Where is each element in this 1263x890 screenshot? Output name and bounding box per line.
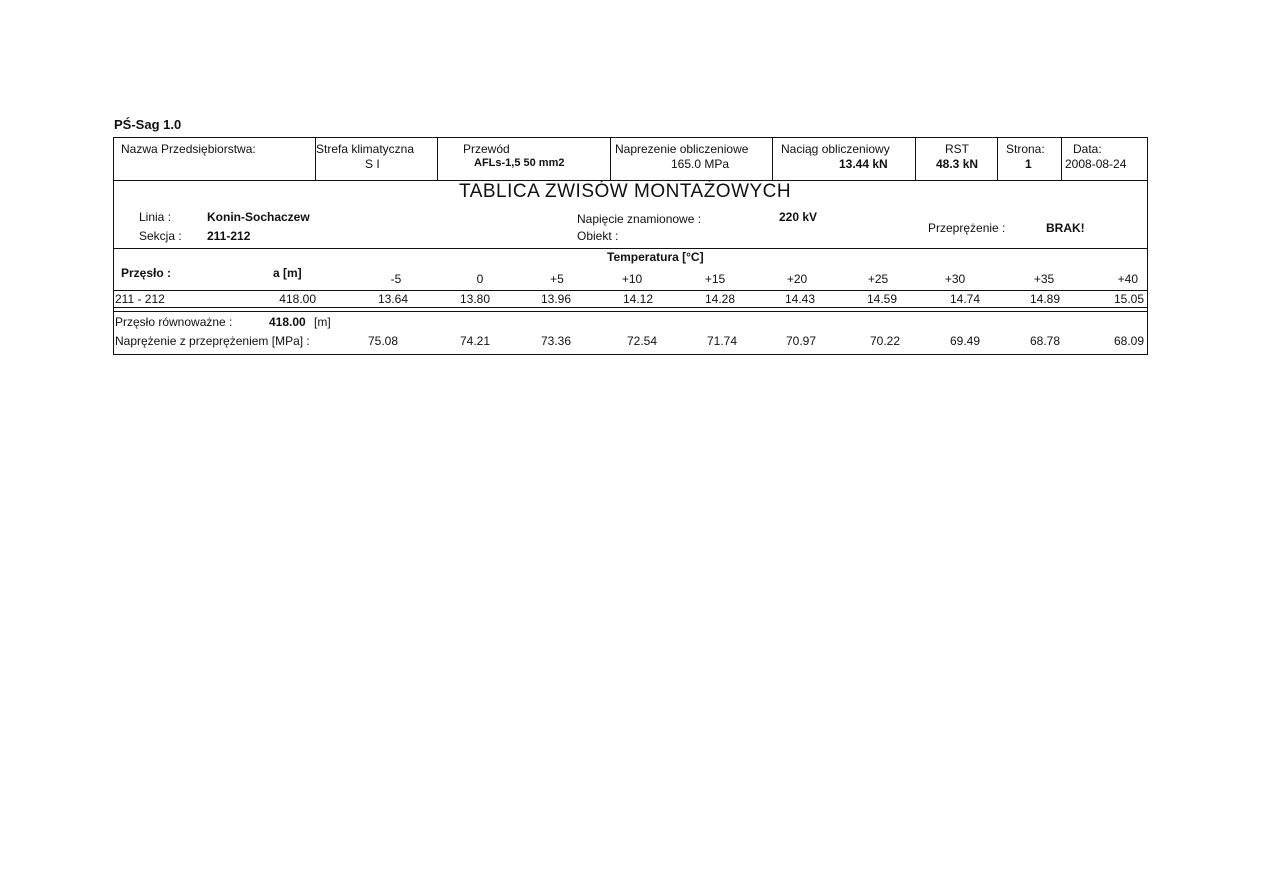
- temp-col-header: +15: [704, 272, 726, 286]
- sag-cell: 13.96: [540, 292, 571, 306]
- temp-col-header: +40: [1117, 272, 1138, 286]
- voltage-value: 220 kV: [779, 210, 818, 224]
- temp-col-header: +5: [550, 272, 564, 286]
- conductor-label: Przewód: [463, 142, 510, 156]
- stress-cell: 68.78: [1029, 334, 1060, 348]
- sag-cell: 14.59: [866, 292, 897, 306]
- date-label: Data:: [1073, 142, 1102, 156]
- header-separator: [997, 137, 998, 180]
- a-cell: 418.00: [279, 292, 316, 306]
- a-column-header: a [m]: [273, 266, 302, 280]
- sag-cell: 14.74: [949, 292, 980, 306]
- header-separator: [1061, 137, 1062, 180]
- stress-cell: 75.08: [367, 334, 398, 348]
- span-column-header: Przęsło :: [121, 266, 172, 280]
- temperature-header: Temperatura [°C]: [607, 250, 704, 264]
- object-label: Obiekt :: [577, 229, 619, 243]
- stress-cell: 70.97: [785, 334, 816, 348]
- line-label: Linia :: [139, 210, 172, 224]
- sag-cell: 13.64: [377, 292, 408, 306]
- design-stress-label: Naprezenie obliczeniowe: [615, 142, 749, 156]
- equivalent-span-unit: [m]: [314, 315, 331, 329]
- header-separator: [772, 137, 773, 180]
- temp-col-header: +35: [1033, 272, 1055, 286]
- section-label: Sekcja :: [139, 229, 182, 243]
- rst-label: RST: [945, 142, 969, 156]
- temp-col-header: +20: [786, 272, 808, 286]
- header-separator: [915, 137, 916, 180]
- stress-cell: 73.36: [540, 334, 571, 348]
- temp-col-header: +25: [867, 272, 889, 286]
- info-divider: [113, 248, 1148, 249]
- design-stress-value: 165.0 MPa: [671, 157, 730, 171]
- zone-value: S I: [365, 157, 380, 171]
- header-separator: [437, 137, 438, 180]
- sag-cell: 14.89: [1029, 292, 1060, 306]
- temp-col-header: -5: [390, 272, 402, 286]
- stress-row-label: Naprężenie z przeprężeniem [MPa] :: [115, 334, 310, 348]
- header-separator: [610, 137, 611, 180]
- zone-label: Strefa klimatyczna: [316, 142, 415, 156]
- rst-value: 48.3 kN: [936, 157, 979, 171]
- temp-col-header: +10: [621, 272, 643, 286]
- equivalent-span-label: Przęsło równoważne :: [115, 315, 233, 329]
- section-value: 211-212: [207, 229, 251, 243]
- design-tension-value: 13.44 kN: [839, 157, 888, 171]
- temp-col-header: 0: [476, 272, 484, 286]
- span-cell: 211 - 212: [115, 292, 165, 306]
- app-title: PŚ-Sag 1.0: [114, 117, 182, 132]
- page-value: 1: [1025, 157, 1032, 171]
- temp-col-header: +30: [944, 272, 966, 286]
- equivalent-span-value: 418.00: [269, 315, 306, 329]
- stress-cell: 70.22: [869, 334, 900, 348]
- sag-cell: 14.43: [784, 292, 815, 306]
- column-header-divider: [113, 290, 1148, 291]
- sag-cell: 13.80: [459, 292, 490, 306]
- table-title: TABLICA ZWISÓW MONTAŻOWYCH: [459, 181, 792, 202]
- stress-cell: 72.54: [626, 334, 657, 348]
- prestress-label: Przeprężenie :: [928, 221, 1006, 235]
- row-divider: [113, 311, 1148, 312]
- stress-cell: 69.49: [949, 334, 980, 348]
- voltage-label: Napięcie znamionowe :: [577, 212, 702, 226]
- sag-cell: 14.28: [704, 292, 735, 306]
- row-underline: [113, 307, 1148, 308]
- stress-cell: 71.74: [706, 334, 737, 348]
- line-value: Konin-Sochaczew: [207, 210, 310, 224]
- sag-cell: 15.05: [1113, 292, 1144, 306]
- page-label: Strona:: [1006, 142, 1045, 156]
- sag-cell: 14.12: [622, 292, 653, 306]
- design-tension-label: Naciąg obliczeniowy: [781, 142, 890, 156]
- date-value: 2008-08-24: [1065, 157, 1127, 171]
- conductor-value: AFLs-1,5 50 mm2: [474, 157, 565, 169]
- company-label: Nazwa Przedsiębiorstwa:: [121, 142, 256, 156]
- stress-cell: 74.21: [459, 334, 490, 348]
- prestress-value: BRAK!: [1046, 221, 1085, 235]
- stress-cell: 68.09: [1113, 334, 1144, 348]
